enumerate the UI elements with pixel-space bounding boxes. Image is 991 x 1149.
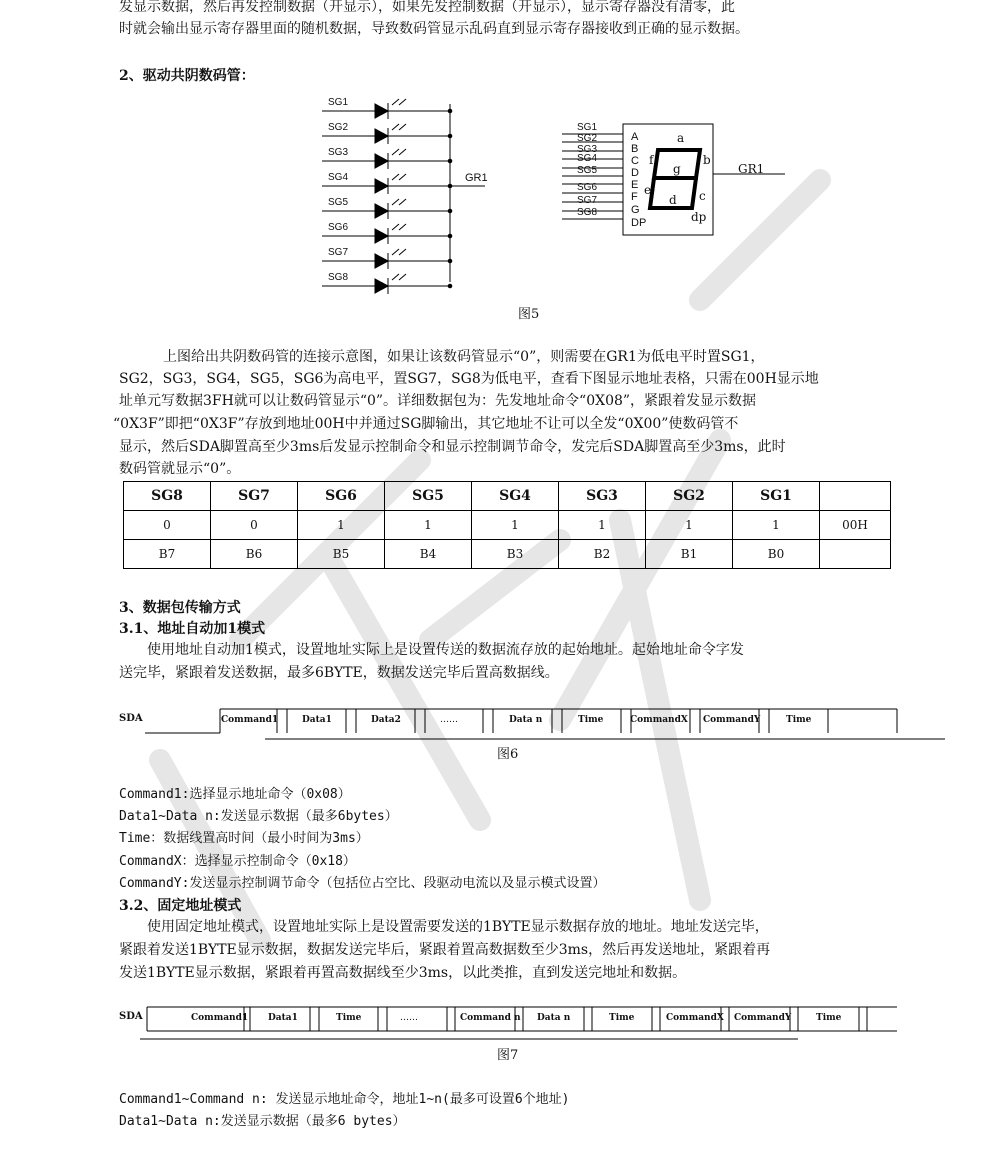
section-3-1-line-1: 使用地址自动加1模式，设置地址实际上是设置传送的数据流存放的起始地址。起始地址命令字发 xyxy=(147,642,744,658)
def-commandy: CommandY:发送显示控制调节命令（包括位占空比、段驱动电流以及显示模式设置） xyxy=(119,876,606,891)
table-cell: B6 xyxy=(211,540,298,569)
segment-label-sg1: SG1 xyxy=(328,97,349,108)
table-row xyxy=(124,540,891,569)
table-cell: SG4 xyxy=(472,482,559,511)
section-3-1-line-2: 送完毕，紧跟着发送数据，最多6BYTE，数据发送完毕后置高数据线。 xyxy=(119,665,559,681)
fig7-cell-data1: Data1 xyxy=(268,1013,298,1023)
table-cell: B7 xyxy=(124,540,211,569)
pin-d: D xyxy=(631,167,639,179)
def-command1: Command1:选择显示地址命令（0x08） xyxy=(119,787,351,802)
def-command-n: Command1~Command n: 发送显示地址命令，地址1~n(最多可设置6个地址) xyxy=(119,1092,570,1107)
segment-label-sg8: SG8 xyxy=(328,272,349,283)
seg-b: b xyxy=(703,153,711,167)
diode-icon xyxy=(375,279,388,293)
seg-d: d xyxy=(669,193,677,207)
fig7-cell-time-3: Time xyxy=(816,1013,842,1023)
segment-label-sg7: SG7 xyxy=(328,247,349,258)
table-cell: B5 xyxy=(298,540,385,569)
def-time: Time：数据线置高时间（最小时间为3ms） xyxy=(119,831,369,846)
fig7-timing-lines xyxy=(140,1003,991,1043)
fig7-caption: 图7 xyxy=(497,1048,519,1063)
sg5-label-b: SG5 xyxy=(577,165,598,176)
table-cell: SG5 xyxy=(385,482,472,511)
pin-g: G xyxy=(631,204,640,216)
section-3-2-line-3: 发送1BYTE显示数据，紧跟着再置高数据线至少3ms，以此类推，直到发送完地址和数据。 xyxy=(119,965,687,981)
pin-b: B xyxy=(631,143,639,155)
table-cell xyxy=(820,482,891,511)
diode-icon xyxy=(375,229,388,243)
table-cell: SG2 xyxy=(646,482,733,511)
diode-icon xyxy=(375,254,388,268)
fig7-cell-time-2: Time xyxy=(609,1013,635,1023)
seg-c: c xyxy=(699,189,706,203)
table-cell: 00H xyxy=(820,511,891,540)
seg-e: e xyxy=(644,183,652,197)
table-cell: SG6 xyxy=(298,482,385,511)
segment-label-sg3: SG3 xyxy=(328,147,349,158)
pin-e: E xyxy=(631,179,639,191)
gr1-label-b: GR1 xyxy=(738,162,765,176)
diode-icon xyxy=(375,129,388,143)
segment-label-sg5: SG5 xyxy=(328,197,349,208)
fig7-cell-commandn: Command n xyxy=(460,1013,521,1023)
fig6-cell-time-2: Time xyxy=(786,715,812,725)
para2-line-6: 数码管就显示“0”。 xyxy=(119,461,241,477)
section-3-heading: 3、数据包传输方式 xyxy=(119,600,241,616)
table-cell: SG3 xyxy=(559,482,646,511)
table-header-row xyxy=(124,482,891,511)
table-cell: B1 xyxy=(646,540,733,569)
fig7-cell-command1: Command1 xyxy=(191,1013,249,1023)
table-cell: SG1 xyxy=(733,482,820,511)
para2-line-3: 址单元写数据3FH就可以让数码管显示“0”。详细数据包为：先发地址命令“0X08”，紧跟着发显示数据 xyxy=(119,393,757,409)
def-data: Data1~Data n:发送显示数据（最多6bytes） xyxy=(119,809,398,824)
table-cell: 0 xyxy=(124,511,211,540)
sda-label-fig6: SDA xyxy=(119,713,143,724)
fig6-caption: 图6 xyxy=(497,747,519,762)
fig6-cell-ellipsis: …… xyxy=(440,715,458,725)
table-cell: B2 xyxy=(559,540,646,569)
fig6-timing-lines xyxy=(140,705,991,745)
table-cell: SG8 xyxy=(124,482,211,511)
table-cell: B4 xyxy=(385,540,472,569)
table-cell xyxy=(820,540,891,569)
pin-a: A xyxy=(631,131,639,143)
table-cell: 0 xyxy=(211,511,298,540)
seg-dp: dp xyxy=(691,210,707,224)
sg8-label-b: SG8 xyxy=(577,207,598,218)
para2-line-1: 上图给出共阴数码管的连接示意图，如果让该数码管显示“0”，则需要在GR1为低电平时置SG1， xyxy=(163,349,765,365)
section-2-heading: 2、驱动共阴数码管： xyxy=(119,68,255,84)
table-cell: 1 xyxy=(385,511,472,540)
segment-label-sg6: SG6 xyxy=(328,222,349,233)
para2-line-5: 显示，然后SDA脚置高至少3ms后发显示控制命令和显示控制调节命令，发完后SDA脚置高至少3ms，此时 xyxy=(119,439,786,455)
section-3-1-heading: 3.1、地址自动加1模式 xyxy=(119,621,266,637)
seg-g: g xyxy=(673,162,681,176)
fig7-cell-ellipsis: …… xyxy=(400,1013,418,1023)
pin-f: F xyxy=(631,191,638,203)
table-row xyxy=(124,511,891,540)
para2-line-4: “0X3F”即把“0X3F”存放到地址00H中并通过SG脚输出，其它地址不让可以全发“0X00”使数码管不 xyxy=(113,416,739,432)
fig7-cell-time: Time xyxy=(336,1013,362,1023)
fig5-caption: 图5 xyxy=(518,307,540,322)
diode-icon xyxy=(375,179,388,193)
sg2-label-b: SG2 xyxy=(577,133,598,144)
bit-table xyxy=(123,481,891,569)
fig7-cell-datan: Data n xyxy=(537,1013,571,1023)
intro-line-1: 发显示数据，然后再发控制数据（开显示），如果先发控制数据（开显示），显示寄存器没有清零，此 xyxy=(119,0,735,15)
sda-label-fig7: SDA xyxy=(119,1011,143,1022)
intro-line-2: 时就会输出显示寄存器里面的随机数据，导致数码管显示乱码直到显示寄存器接收到正确的显示数据。 xyxy=(119,21,749,37)
section-3-2-heading: 3.2、固定地址模式 xyxy=(119,898,242,914)
sg7-label-b: SG7 xyxy=(577,195,598,206)
pin-dp: DP xyxy=(631,217,647,229)
segment-label-sg2: SG2 xyxy=(328,122,349,133)
fig7-cell-commandy: CommandY xyxy=(734,1013,792,1023)
section-3-2-line-1: 使用固定地址模式，设置地址实际上是设置需要发送的1BYTE显示数据存放的地址。地址发送完毕， xyxy=(147,919,769,935)
table-cell: 1 xyxy=(472,511,559,540)
table-cell: B0 xyxy=(733,540,820,569)
table-cell: 1 xyxy=(646,511,733,540)
table-cell: 1 xyxy=(298,511,385,540)
table-cell: SG7 xyxy=(211,482,298,511)
diode-icon xyxy=(375,104,388,118)
table-cell: 1 xyxy=(559,511,646,540)
pin-c: C xyxy=(631,155,639,167)
fig6-cell-commandy: CommandY xyxy=(703,715,761,725)
fig6-cell-time: Time xyxy=(578,715,604,725)
diode-icon xyxy=(375,154,388,168)
seg-f: f xyxy=(649,153,654,167)
sg1-label-b: SG1 xyxy=(577,122,598,133)
fig7-cell-commandx: CommandX xyxy=(666,1013,724,1023)
fig6-cell-commandx: CommandX xyxy=(630,715,688,725)
def-data-n: Data1~Data n:发送显示数据（最多6 bytes） xyxy=(119,1114,406,1129)
fig6-cell-data1: Data1 xyxy=(302,715,332,725)
table-cell: 1 xyxy=(733,511,820,540)
fig6-cell-command1: Command1 xyxy=(221,715,279,725)
sg6-label-b: SG6 xyxy=(577,182,598,193)
sg4-label-b: SG4 xyxy=(577,153,598,164)
section-3-2-line-2: 紧跟着发送1BYTE显示数据，数据发送完毕后，紧跟着置高数据数至少3ms，然后再发送地址，紧跟着再 xyxy=(119,942,771,958)
seg-a: a xyxy=(677,131,685,145)
def-commandx: CommandX：选择显示控制命令（0x18） xyxy=(119,854,356,869)
fig6-cell-datan: Data n xyxy=(509,715,543,725)
table-cell: B3 xyxy=(472,540,559,569)
fig6-cell-data2: Data2 xyxy=(371,715,401,725)
segment-label-sg4: SG4 xyxy=(328,172,349,183)
sg3-label-b: SG3 xyxy=(577,144,598,155)
para2-line-2: SG2，SG3，SG4，SG5，SG6为高电平，置SG7，SG8为低电平，查看下图显示地址表格，只需在00H显示地 xyxy=(119,371,819,387)
diode-icon xyxy=(375,204,388,218)
gr1-label: GR1 xyxy=(465,172,488,184)
